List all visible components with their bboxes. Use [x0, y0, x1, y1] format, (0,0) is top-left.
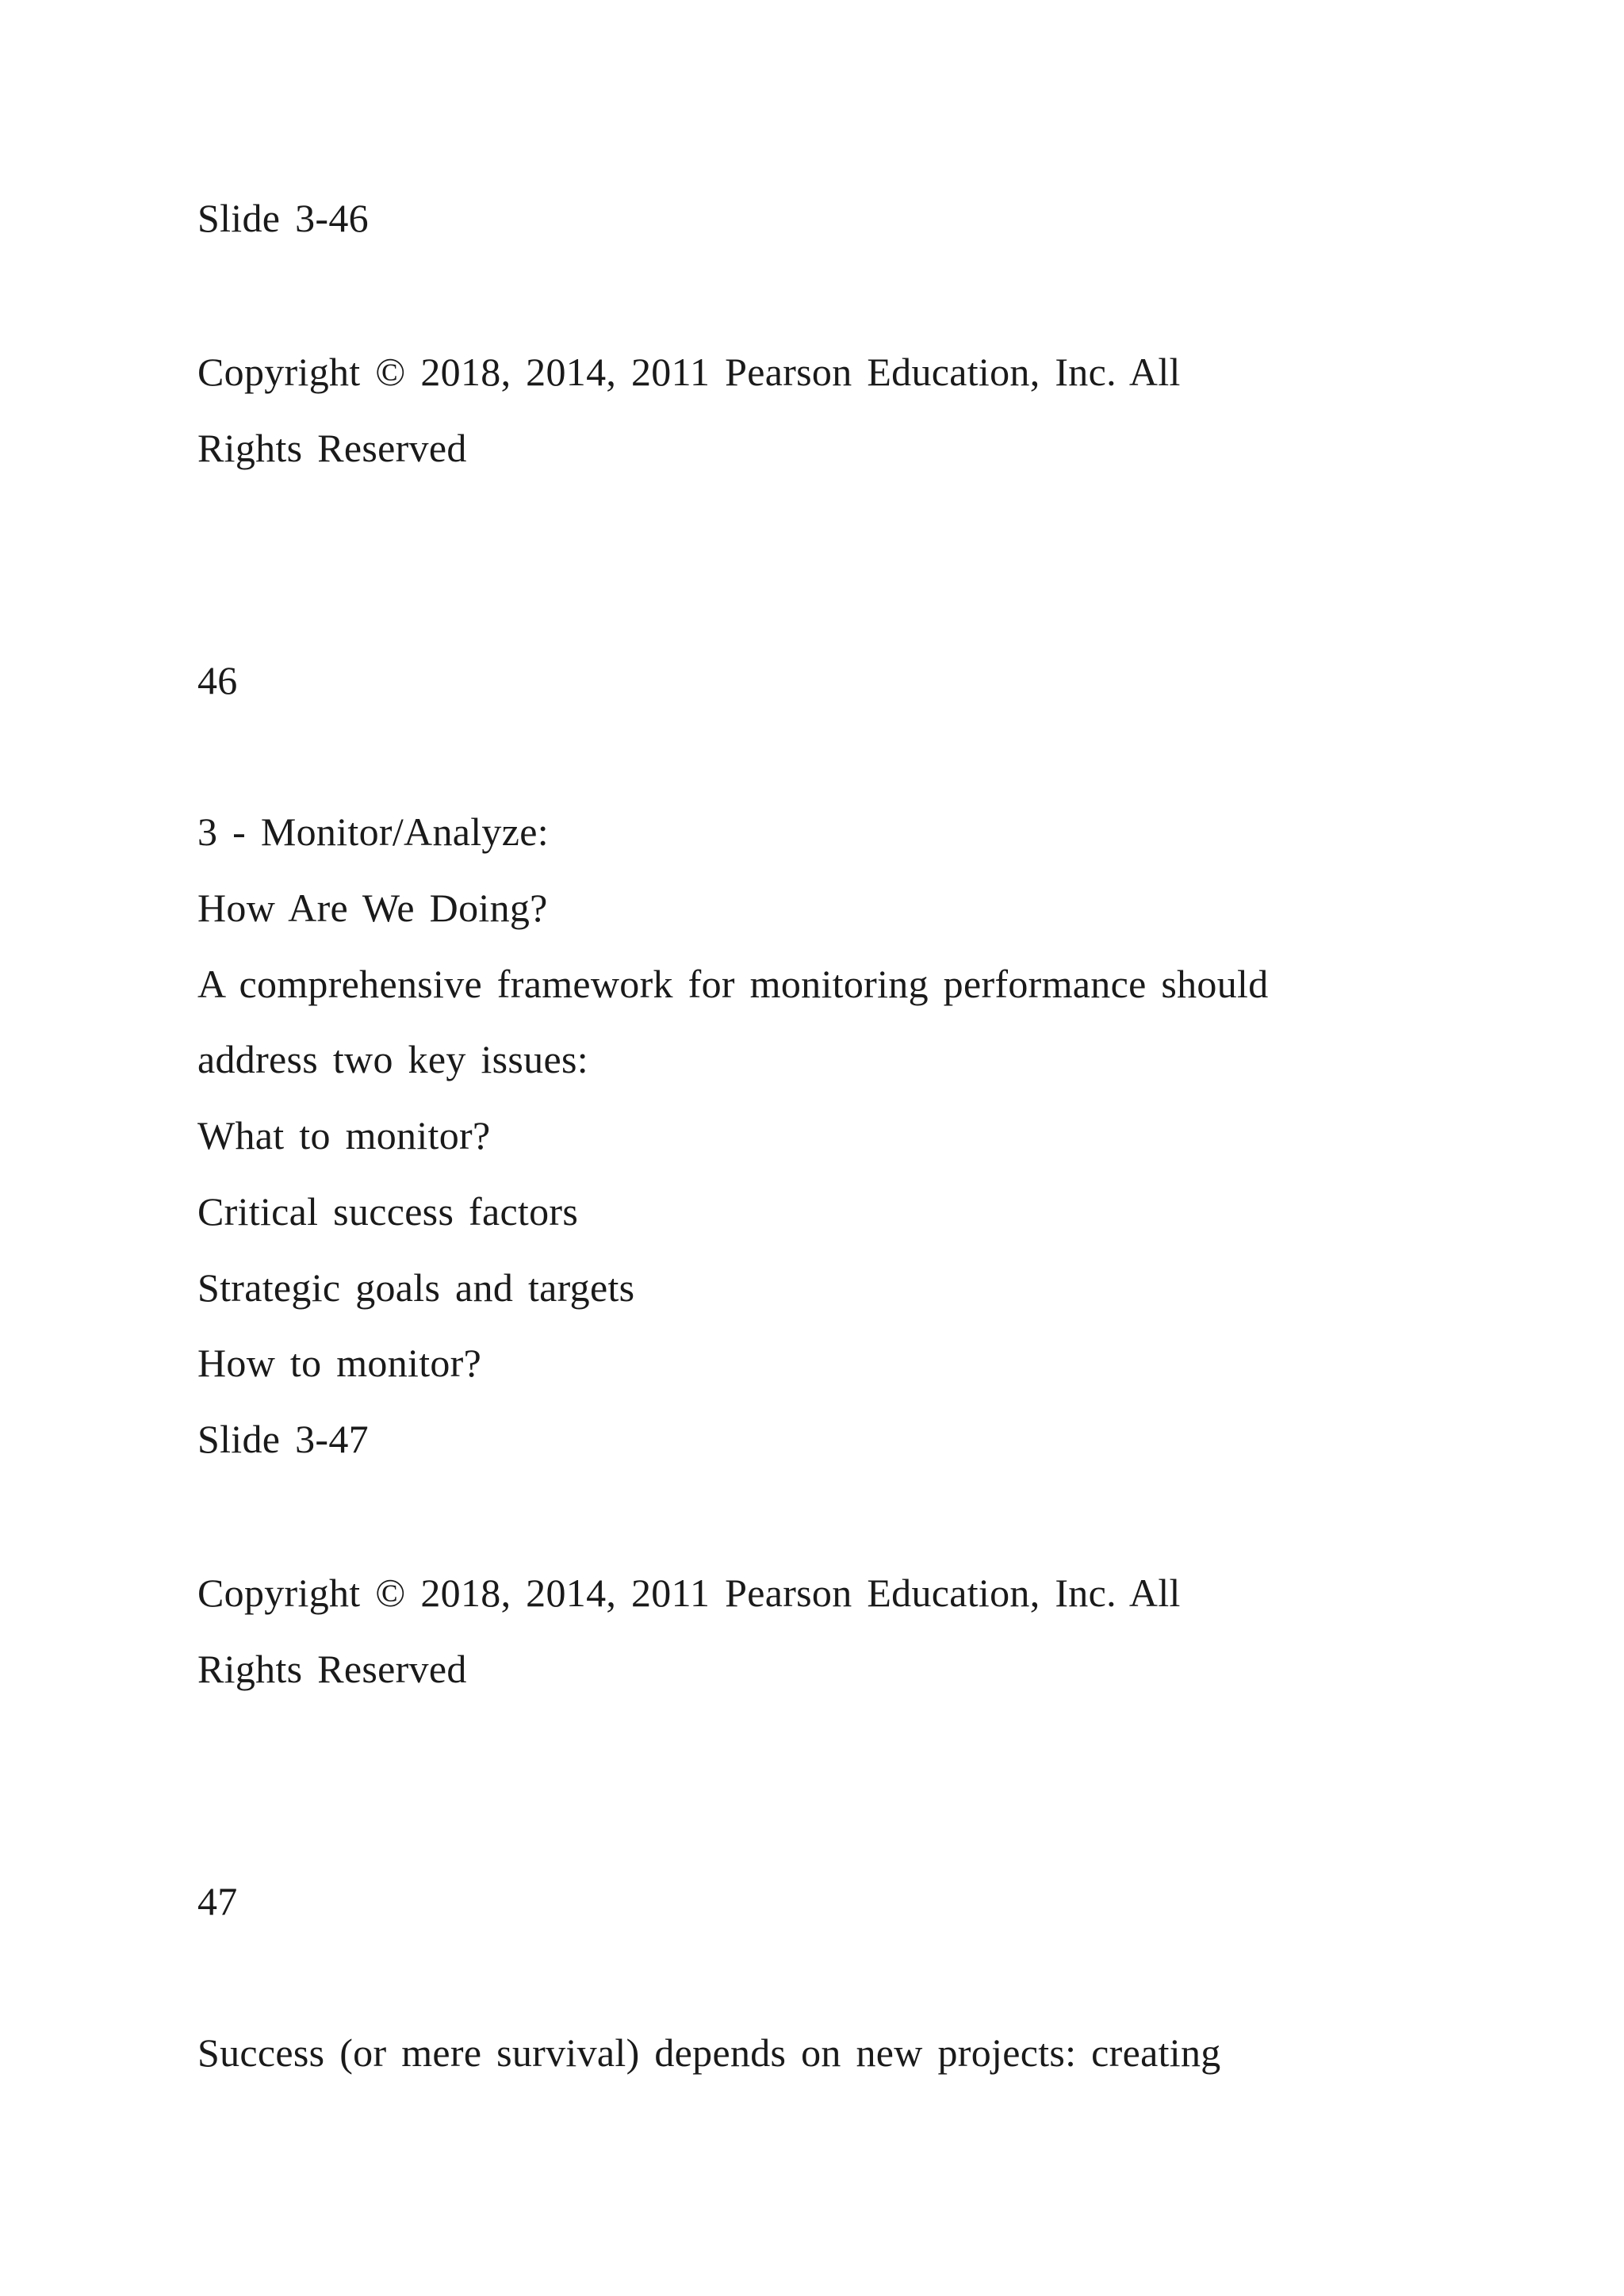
copyright-line: Copyright © 2018, 2014, 2011 Pearson Education, Inc. All: [197, 1571, 1181, 1615]
slide-label: Slide 3-46: [197, 196, 369, 240]
body-text-line: address two key issues:: [197, 1037, 588, 1081]
section-subheading: How Are We Doing?: [197, 886, 548, 930]
copyright-line: Copyright © 2018, 2014, 2011 Pearson Education, Inc. All: [197, 350, 1181, 394]
section-heading: 3 - Monitor/Analyze:: [197, 809, 549, 854]
body-text-line: Success (or mere survival) depends on new projects: creating: [197, 2030, 1221, 2075]
body-text-line: What to monitor?: [197, 1113, 491, 1158]
body-text-line: Strategic goals and targets: [197, 1265, 635, 1310]
body-text-line: A comprehensive framework for monitoring performance should: [197, 962, 1269, 1006]
slide-label: Slide 3-47: [197, 1417, 369, 1461]
body-text-line: How to monitor?: [197, 1341, 482, 1385]
body-text-line: Critical success factors: [197, 1189, 579, 1234]
page-number: 46: [197, 658, 238, 702]
copyright-line-continued: Rights Reserved: [197, 1647, 467, 1691]
copyright-line-continued: Rights Reserved: [197, 426, 467, 470]
page-number: 47: [197, 1879, 238, 1923]
